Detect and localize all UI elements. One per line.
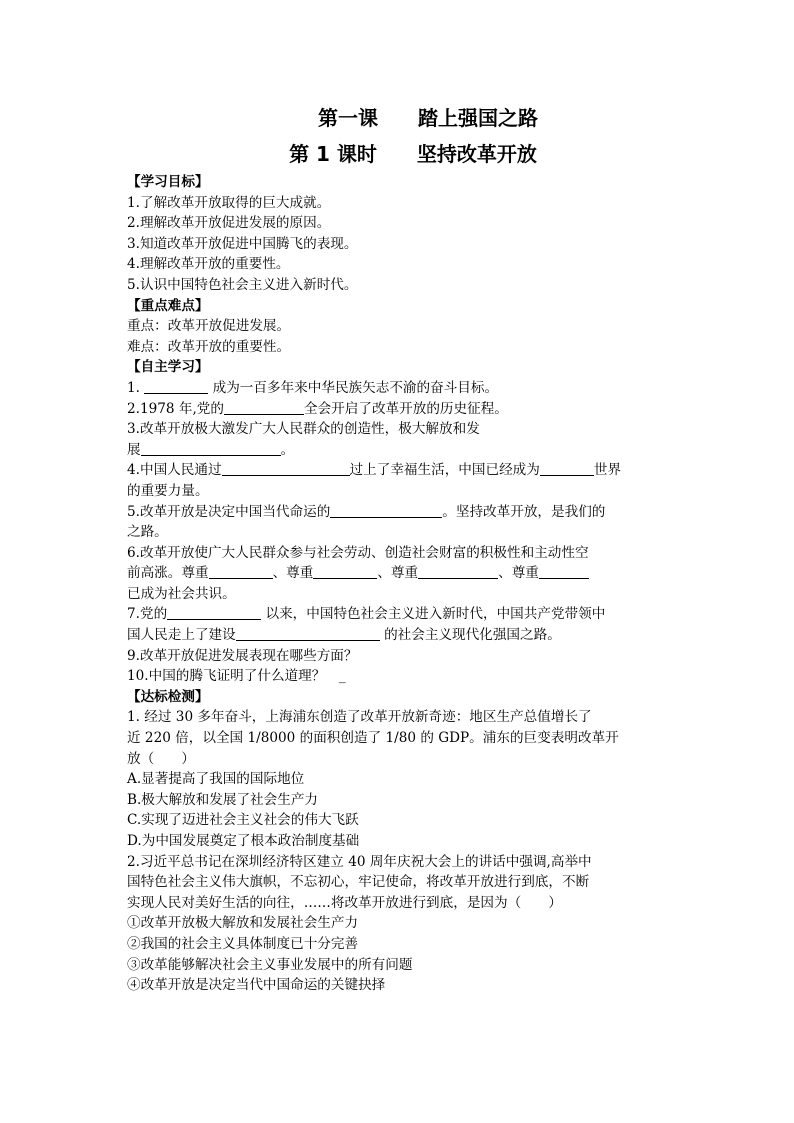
- test-heading: 【达标检测】: [127, 688, 209, 705]
- q7-text-b: 以来，中国特色社会主义进入新时代，中国共产党带领中: [261, 606, 606, 623]
- test-q2-line: 实现人民对美好生活的向往，……将改革开放进行到底，是因为（ ）: [127, 894, 562, 911]
- self-q1: [127, 378, 673, 399]
- self-q4: [127, 460, 673, 481]
- q6-text-b: 前高涨。尊重: [127, 565, 209, 582]
- goal-item: 2.理解改革开放促进发展的原因。: [127, 215, 331, 232]
- q1-text-b: 成为一百多年来中华民族矢志不渝的奋斗目标。: [208, 379, 499, 396]
- q1-text-a: 1.: [127, 379, 145, 396]
- lesson-title: 第一课 踏上强国之路: [318, 106, 538, 130]
- self-q7: [127, 604, 673, 625]
- q4-text-c: 世界: [593, 462, 622, 479]
- fill-blank[interactable]: [141, 441, 281, 456]
- self-q6-end: 已成为社会共识。: [127, 585, 236, 602]
- test-q1-line: 近 220 倍，以全国 1/8000 的面积创造了 1/80 的 GDP。浦东的巨变表明改革开: [127, 730, 619, 747]
- goal-item: 4.理解改革开放的重要性。: [127, 256, 290, 273]
- q6-text-e: 、尊重: [498, 565, 539, 582]
- test-q2-option: ④改革开放是决定当代中国命运的关键抉择: [127, 977, 386, 994]
- q2-text-b: 全会开启了改革开放的历史征程。: [304, 400, 508, 417]
- test-q2-option: ②我国的社会主义具体制度已十分完善: [127, 935, 359, 952]
- q5-text-a: 5.改革开放是决定中国当代命运的: [127, 503, 331, 520]
- q7-text-a: 7.党的: [127, 606, 168, 623]
- q7-text-c: 国人民走上了建设: [127, 627, 236, 644]
- test-q1-line: 放（ ）: [127, 750, 195, 767]
- key-point: 难点：改革开放的重要性。: [127, 338, 291, 355]
- test-q2-option: ①改革开放极大解放和发展社会生产力: [127, 915, 359, 932]
- self-q4-cont: 的重要力量。: [127, 482, 209, 499]
- q4-text-a: 4.中国人民通过: [127, 462, 222, 479]
- q7-text-d: 的社会主义现代化强国之路。: [379, 627, 561, 644]
- self-q3: 3.改革开放极大激发广大人民群众的创造性，极大解放和发: [127, 421, 480, 438]
- q3-text-c: 。: [280, 441, 295, 458]
- goals-heading: 【学习目标】: [127, 174, 209, 190]
- self-q6: 6.改革开放使广大人民群众参与社会劳动、创造社会财富的积极性和主动性空: [127, 544, 589, 561]
- fill-blank[interactable]: [418, 564, 498, 579]
- self-q10: 10.中国的腾飞证明了什么道理？ _: [127, 668, 346, 685]
- fill-blank[interactable]: [167, 605, 261, 620]
- q6-text-c: 、尊重: [272, 565, 314, 582]
- worksheet-page: [127, 100, 673, 996]
- self-q7-cont: [127, 625, 673, 646]
- self-q5-cont: 之路。: [127, 524, 168, 541]
- fill-blank[interactable]: [209, 564, 273, 579]
- q3-text-b: 展: [127, 441, 141, 458]
- test-q2-line: 国特色社会主义伟大旗帜，不忘初心，牢记使命，将改革开放进行到底，不断: [127, 874, 590, 891]
- self-q6-cont: [127, 563, 673, 584]
- q5-text-b: 。坚持改革开放，是我们的: [442, 503, 606, 520]
- fill-blank[interactable]: [539, 564, 589, 579]
- fill-blank[interactable]: [144, 379, 208, 394]
- test-q1-option-d: D.为中国发展奠定了根本政治制度基础: [127, 833, 360, 849]
- q4-text-b: 过上了幸福生活，中国已经成为: [349, 462, 540, 479]
- q6-text-d: 、尊重: [377, 565, 419, 582]
- test-q2-line: 2.习近平总书记在深圳经济特区建立 40 周年庆祝大会上的讲话中强调,高举中: [127, 853, 592, 870]
- self-q9: 9.改革开放促进发展表现在哪些方面？: [127, 647, 358, 664]
- goal-item: 5.认识中国特色社会主义进入新时代。: [127, 276, 358, 293]
- period-title: 第 1 课时 坚持改革开放: [289, 142, 537, 166]
- goal-item: 1.了解改革开放取得的巨大成就。: [127, 194, 331, 211]
- q2-text-a: 2.1978 年,党的: [127, 400, 224, 417]
- test-q1-option-c: C.实现了迈进社会主义社会的伟大飞跃: [127, 812, 359, 829]
- test-q1-line: 1. 经过 30 多年奋斗，上海浦东创造了改革开放新奇迹：地区生产总值增长了: [127, 709, 592, 726]
- test-q1-option-a: A.显著提高了我国的国际地位: [127, 771, 305, 788]
- goal-item: 3.知道改革开放促进中国腾飞的表现。: [127, 235, 358, 252]
- self-q3-cont: [127, 440, 673, 461]
- fill-blank[interactable]: [540, 461, 594, 476]
- self-study-heading: 【自主学习】: [127, 359, 209, 376]
- fill-blank[interactable]: [236, 626, 380, 641]
- key-points-heading: 【重点难点】: [127, 297, 209, 314]
- key-point: 重点：改革开放促进发展。: [127, 318, 291, 335]
- self-q5: [127, 502, 673, 523]
- fill-blank[interactable]: [224, 400, 304, 415]
- fill-blank[interactable]: [313, 564, 377, 579]
- test-q1-option-b: B.极大解放和发展了社会生产力: [127, 791, 319, 808]
- fill-blank[interactable]: [330, 503, 442, 518]
- test-q2-option: ③改革能够解决社会主义事业发展中的所有问题: [127, 956, 413, 973]
- fill-blank[interactable]: [222, 461, 350, 476]
- self-q2: [127, 399, 673, 420]
